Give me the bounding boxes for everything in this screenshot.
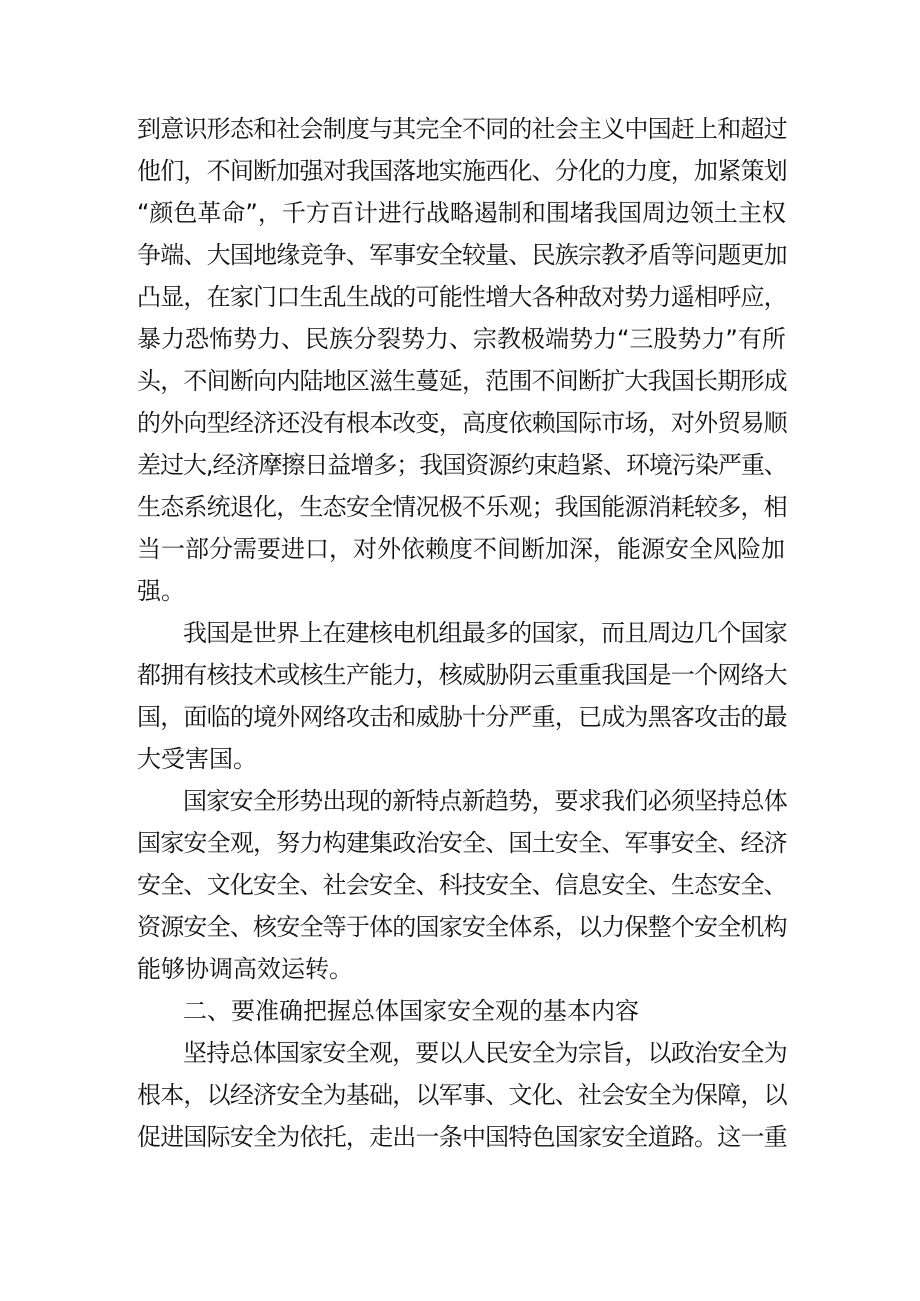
- text-line: 当一部分需要进口，对外依赖度不间断加深，能源安全风险加: [137, 535, 785, 563]
- text-line: 争端、大国地缘竞争、军事安全较量、民族宗教矛盾等问题更加: [137, 241, 787, 269]
- text-line: 他们，不间断加强对我国落地实施西化、分化的力度，加紧策划: [137, 157, 787, 185]
- text-line: 差过大,经济摩擦日益增多；我国资源约束趋紧、环境污染严重、: [137, 451, 787, 479]
- text-line: “颜色革命”，千方百计进行战略遏制和围堵我国周边领土主权: [137, 199, 786, 227]
- text-line: 强。: [137, 577, 185, 605]
- text-line: 头，不间断向内陆地区滋生蔓延，范围不间断扩大我国长期形成: [137, 367, 787, 395]
- text-line: 凸显，在家门口生乱生战的可能性增大各种敌对势力遥相呼应，: [137, 283, 787, 311]
- text-line: 我国是世界上在建核电机组最多的国家，而且周边几个国家: [183, 619, 787, 647]
- text-line: 的外向型经济还没有根本改变，高度依赖国际市场，对外贸易顺: [137, 409, 787, 437]
- text-line: 二、要准确把握总体国家安全观的基本内容: [183, 997, 639, 1025]
- text-line: 安全、文化安全、社会安全、科技安全、信息安全、生态安全、: [137, 871, 787, 899]
- text-line: 资源安全、核安全等于体的国家安全体系，以力保整个安全机构: [137, 913, 787, 941]
- text-line: 国家安全形势出现的新特点新趋势，要求我们必须坚持总体: [183, 787, 787, 815]
- text-line: 促进国际安全为依托，走出一条中国特色国家安全道路。这一重: [137, 1123, 787, 1151]
- text-line: 生态系统退化，生态安全情况极不乐观；我国能源消耗较多，相: [137, 493, 787, 521]
- document-body: [137, 108, 787, 1158]
- text-line: 到意识形态和社会制度与其完全不同的社会主义中国赶上和超过: [137, 115, 787, 143]
- text-line: 根本，以经济安全为基础，以军事、文化、社会安全为保障，以: [137, 1081, 787, 1109]
- text-line: 坚持总体国家安全观，要以人民安全为宗旨，以政治安全为: [183, 1039, 787, 1067]
- text-line: 能够协调高效运转。: [137, 955, 353, 983]
- text-line: 大受害国。: [137, 745, 257, 773]
- text-line: 国家安全观，努力构建集政治安全、国土安全、军事安全、经济: [137, 829, 787, 857]
- text-line: 都拥有核技术或核生产能力，核威胁阴云重重我国是一个网络大: [137, 661, 787, 689]
- text-line: 国，面临的境外网络攻击和威胁十分严重，已成为黑客攻击的最: [137, 703, 787, 731]
- text-line: 暴力恐怖势力、民族分裂势力、宗教极端势力“三股势力”有所: [137, 325, 786, 353]
